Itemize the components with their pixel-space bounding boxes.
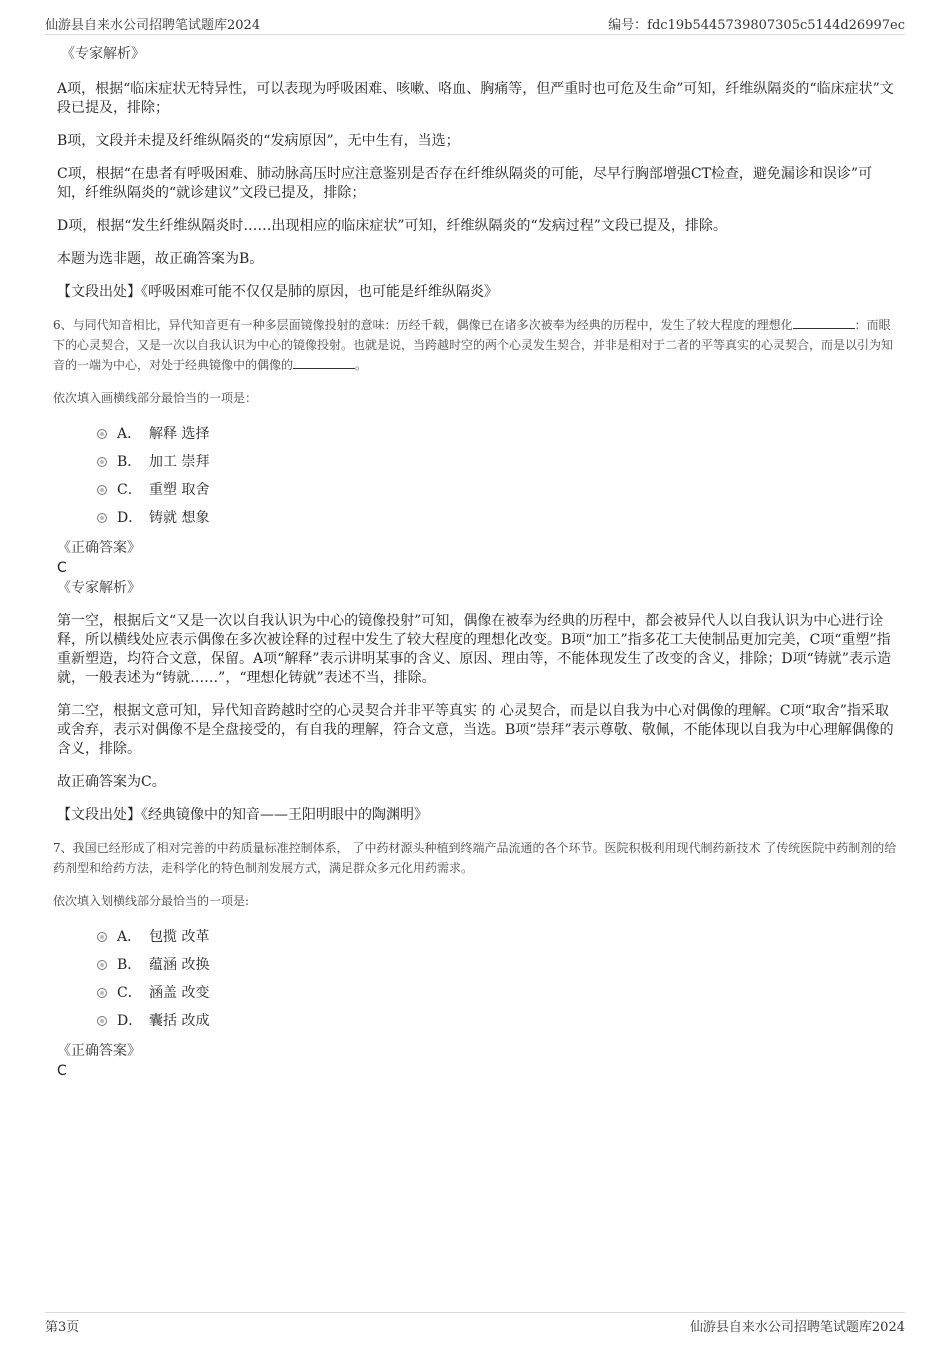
question-7-stem: 7、我国已经形成了相对完善的中药质量标准控制体系， 了中药材源头种植到终端产品流通的各个环节。医院积极利用现代制药新技术 了传统医院中药制剂的给药剂型和给药方法，走科学化的特色制剂发展方式，满足群众多元化用药需求。 [53,841,897,875]
radio-icon[interactable] [97,932,107,942]
correct-answer-label: 《正确答案》 [57,540,141,556]
page-header [45,14,905,35]
analysis-paragraph: A项，根据“临床症状无特异性，可以表现为呼吸困难、咳嗽、咯血、胸痛等，但严重时也可危及生命”可知，纤维纵隔炎的“临床症状”文段已提及，排除； [57,81,894,116]
option-c[interactable]: C． 涵盖 改变 [97,979,897,1007]
option-a[interactable]: A． 包揽 改革 [97,923,897,951]
header-title: 仙游县自来水公司招聘笔试题库2024 [45,18,261,33]
option-c[interactable]: C． 重塑 取舍 [97,476,897,504]
analysis-paragraph: B项，文段并未提及纤维纵隔炎的“发病原因”，无中生有，当选； [57,133,460,149]
header-doc-id: 编号：fdc19b5445739807305c5144d26997ec [608,18,905,33]
correct-answer-label: 《正确答案》 [57,1043,141,1059]
page-footer [45,1312,905,1335]
question-6-options [57,420,897,532]
radio-icon[interactable] [97,485,107,495]
analysis-paragraph: C项，根据“在患者有呼吸困难、肺动脉高压时应注意鉴别是否存在纤维纵隔炎的可能，尽早行胸部增强CT检查，避免漏诊和误诊”可知，纤维纵隔炎的“就诊建议”文段已提及，排除； [57,166,873,201]
radio-icon[interactable] [97,429,107,439]
footer-title: 仙游县自来水公司招聘笔试题库2024 [689,1320,905,1335]
radio-icon[interactable] [97,513,107,523]
answer-blank [793,316,855,329]
option-d[interactable]: D． 囊括 改成 [97,1007,897,1035]
question-7-instruction: 依次填入划横线部分最恰当的一项是: [53,894,250,908]
page-content [53,44,897,1081]
answer-blank [293,356,355,369]
question-6-stem: 6、与同代知音相比，异代知音更有一种多层面镜像投射的意味：历经千载，偶像已在诸多次被奉为经典的历程中，发生了较大程度的理想化 ：而眼下的心灵契合，又是一次以自我认识为中心的镜像投射。也就是说，当跨越时空的两个心灵发生契合，并非是相对于二者的平等真实的心灵契合，而是以引为知音的一端为中心，对处于经典镜像中的偶像的 。 [53,318,894,372]
analysis-conclusion: 本题为选非题，故正确答案为B。 [57,251,264,267]
radio-icon[interactable] [97,988,107,998]
option-a[interactable]: A． 解释 选择 [97,420,897,448]
option-b[interactable]: B． 加工 崇拜 [97,448,897,476]
radio-icon[interactable] [97,1016,107,1026]
passage-source: 【文段出处】《呼吸困难可能不仅仅是肺的原因，也可能是纤维纵隔炎》 [57,284,498,300]
page-number: 第3页 [45,1320,80,1335]
option-d[interactable]: D． 铸就 想象 [97,504,897,532]
question-6-instruction: 依次填入画横线部分最恰当的一项是： [53,391,258,405]
correct-answer: C [57,1063,67,1079]
correct-answer: C [57,560,67,576]
radio-icon[interactable] [97,960,107,970]
passage-source: 【文段出处】《经典镜像中的知音——王阳明眼中的陶渊明》 [57,807,428,823]
question-7-options [57,923,897,1035]
analysis-paragraph: 第二空，根据文意可知，异代知音跨越时空的心灵契合并非平等真实 的 心灵契合，而是以自我为中心对偶像的理解。C项“取舍”指采取或舍弃，表示对偶像不是全盘接受的，有自我的理解，符合文意，当选。B项“崇拜”表示尊敬、敬佩，不能体现以自我为中心理解偶像的含义，排除。 [57,703,894,757]
expert-analysis-label: 《专家解析》 [57,580,141,596]
analysis-paragraph: 第一空，根据后文“又是一次以自我认识为中心的镜像投射”可知，偶像在被奉为经典的历程中，都会被异代人以自我认识为中心进行诠释，所以横线处应表示偶像在多次被诠释的过程中发生了较大程度的理想化改变。B项“加工”指多花工夫使制品更加完美，C项“重塑”指重新塑造，均符合文意，保留。A项“解释”表示讲明某事的含义、原因、理由等，不能体现发生了改变的含义，排除；D项“铸就”表示造就，一般表述为“铸就……”，“理想化铸就”表述不当，排除。 [57,613,891,686]
analysis-paragraph: D项，根据“发生纤维纵隔炎时……出现相应的临床症状”可知，纤维纵隔炎的“发病过程”文段已提及，排除。 [57,218,727,234]
analysis-conclusion: 故正确答案为C。 [57,774,166,790]
radio-icon[interactable] [97,457,107,467]
option-b[interactable]: B． 蕴涵 改换 [97,951,897,979]
expert-analysis-label: 《专家解析》 [61,46,145,62]
